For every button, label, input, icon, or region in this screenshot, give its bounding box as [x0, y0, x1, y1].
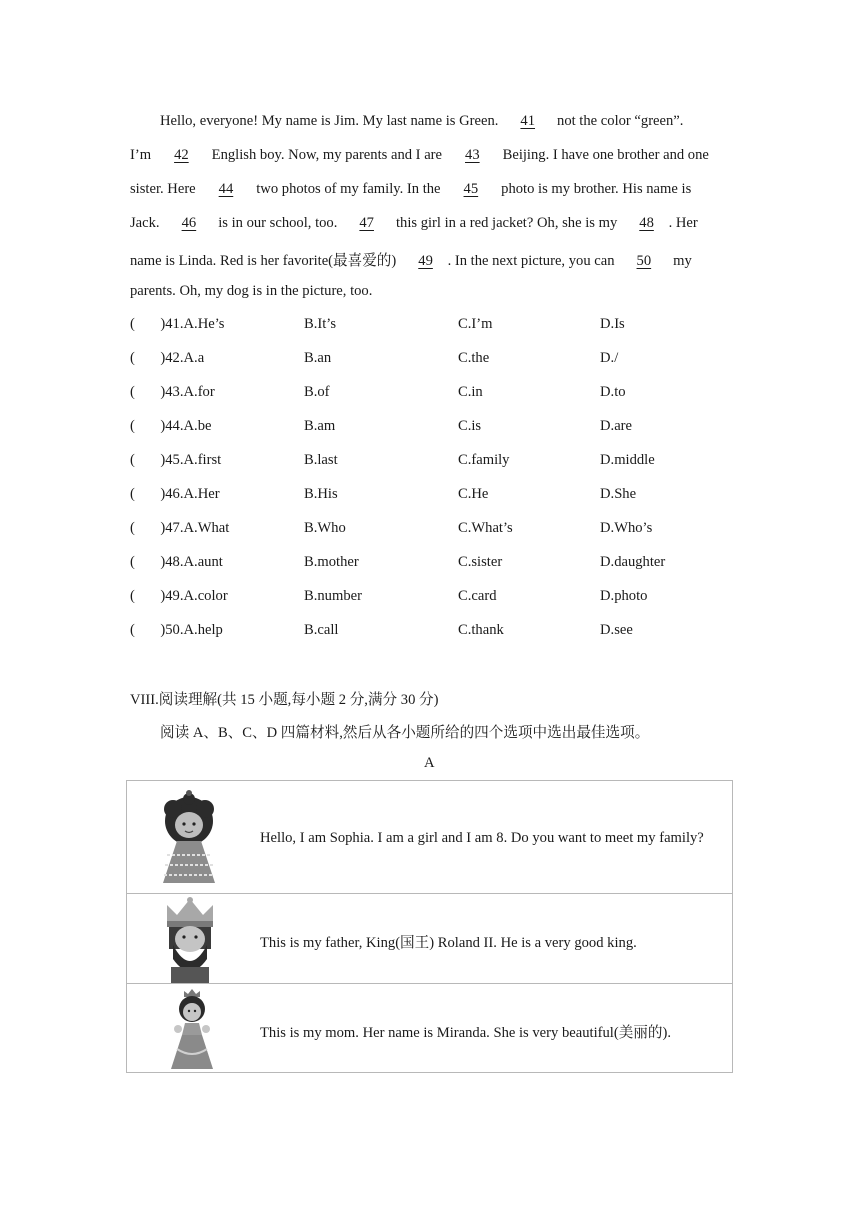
option-d: D.middle — [600, 452, 655, 468]
question-stem: ( )42.A.a — [130, 350, 205, 366]
option-d: D.She — [600, 486, 637, 502]
passage-line-4: Jack. 46 is in our school, too. 47 this girl in a red jacket? Oh, she is my 48 . Her — [130, 215, 698, 231]
option-d: D./ — [600, 350, 619, 366]
option-b: B.an — [304, 350, 332, 366]
queen-icon — [169, 989, 215, 1071]
blank-42: 42 — [174, 147, 189, 163]
blank-50: 50 — [636, 253, 652, 269]
blank-44: 44 — [218, 181, 234, 197]
table-row — [127, 984, 732, 1074]
table-row — [127, 894, 732, 984]
option-d: D.Is — [600, 316, 625, 332]
option-b: B.of — [304, 384, 330, 400]
option-d: D.Who’s — [600, 520, 653, 536]
section-heading: VIII.阅读理解(共 15 小题,每小题 2 分,满分 30 分) — [130, 692, 439, 708]
blank-49: 49 — [418, 253, 433, 269]
option-c: C.card — [458, 588, 497, 604]
princess-girl-icon — [157, 789, 221, 885]
option-c: C.He — [458, 486, 489, 502]
option-b: B.It’s — [304, 316, 337, 332]
option-b: B.call — [304, 622, 339, 638]
question-stem: ( )46.A.Her — [130, 486, 220, 502]
option-d: D.daughter — [600, 554, 666, 570]
table-text: Hello, I am Sophia. I am a girl and I am 8. Do you want to meet my family? — [260, 830, 704, 846]
passage-line-1: Hello, everyone! My name is Jim. My last name is Green. 41 not the color “green”. — [160, 113, 684, 129]
option-c: C.family — [458, 452, 510, 468]
blank-47: 47 — [359, 215, 374, 231]
option-b: B.number — [304, 588, 362, 604]
table-text: This is my father, King(国王) Roland II. He is a very good king. — [260, 935, 637, 951]
passage-line-6: parents. Oh, my dog is in the picture, too. — [130, 283, 373, 299]
option-c: C.I’m — [458, 316, 493, 332]
question-stem: ( )44.A.be — [130, 418, 212, 434]
blank-43: 43 — [465, 147, 480, 163]
question-stem: ( )49.A.color — [130, 588, 228, 604]
blank-48: 48 — [639, 215, 654, 231]
blank-45: 45 — [463, 181, 479, 197]
question-stem: ( )47.A.What — [130, 520, 230, 536]
question-stem: ( )41.A.He’s — [130, 316, 225, 332]
passage-line-2: I’m 42 English boy. Now, my parents and I are 43 Beijing. I have one brother and one — [130, 147, 709, 163]
option-c: C.sister — [458, 554, 503, 570]
option-c: C.thank — [458, 622, 504, 638]
question-stem: ( )45.A.first — [130, 452, 222, 468]
option-c: C.the — [458, 350, 490, 366]
passage-label: A — [424, 755, 435, 771]
option-d: D.are — [600, 418, 633, 434]
section-instruction: 阅读 A、B、C、D 四篇材料,然后从各小题所给的四个选项中选出最佳选项。 — [160, 725, 650, 741]
option-c: C.is — [458, 418, 482, 434]
option-c: C.in — [458, 384, 483, 400]
passage-line-3: sister. Here 44 two photos of my family. In the 45 photo is my brother. His name is — [130, 181, 692, 197]
option-b: B.mother — [304, 554, 359, 570]
option-b: B.Who — [304, 520, 346, 536]
passage-line-5: name is Linda. Red is her favorite(最喜爱的) 49 . In the next picture, you can 50 my — [130, 253, 692, 269]
option-c: C.What’s — [458, 520, 513, 536]
option-b: B.His — [304, 486, 338, 502]
table-text: This is my mom. Her name is Miranda. She is very beautiful(美丽的). — [260, 1025, 671, 1041]
option-d: D.see — [600, 622, 633, 638]
blank-46: 46 — [181, 215, 197, 231]
option-d: D.photo — [600, 588, 648, 604]
blank-41: 41 — [520, 113, 536, 129]
question-stem: ( )43.A.for — [130, 384, 215, 400]
option-b: B.last — [304, 452, 338, 468]
table-row — [127, 781, 732, 894]
option-b: B.am — [304, 418, 336, 434]
option-d: D.to — [600, 384, 626, 400]
family-table — [126, 780, 733, 1073]
question-stem: ( )48.A.aunt — [130, 554, 223, 570]
king-icon — [159, 897, 221, 983]
question-stem: ( )50.A.help — [130, 622, 223, 638]
